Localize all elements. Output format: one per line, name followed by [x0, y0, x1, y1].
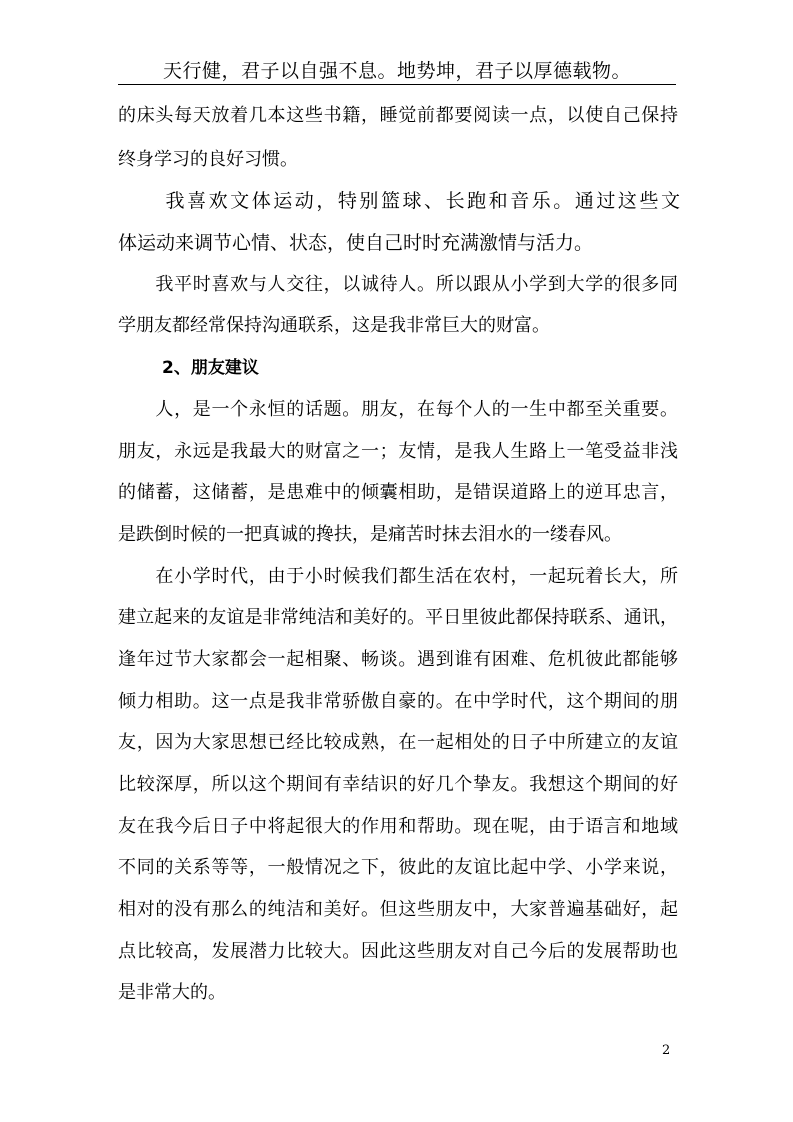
- body-line: 不同的关系等等，一般情况之下，彼此的友谊比起中学、小学来说，: [118, 857, 678, 878]
- body-line: 我平时喜欢与人交往，以诚待人。所以跟从小学到大学的很多同: [118, 274, 678, 295]
- body-line: 终身学习的良好习惯。: [118, 149, 298, 170]
- body-line: 是非常大的。: [118, 982, 226, 1003]
- body-line: 友在我今后日子中将起很大的作用和帮助。现在呢，由于语言和地域: [118, 816, 678, 837]
- body-line: 相对的没有那么的纯洁和美好。但这些朋友中，大家普遍基础好，起: [118, 899, 678, 920]
- body-line: 是跌倒时候的一把真诚的搀扶，是痛苦时抹去泪水的一缕春风。: [118, 524, 622, 545]
- body-line: 人，是一个永恒的话题。朋友，在每个人的一生中都至关重要。: [118, 399, 678, 420]
- body-line: 的储蓄，这储蓄，是患难中的倾囊相助，是错误道路上的逆耳忠言，: [118, 482, 678, 503]
- header-motto: 天行健，君子以自强不息。地势坤，君子以厚德载物。: [162, 60, 631, 82]
- section-heading: 2、朋友建议: [162, 358, 259, 378]
- body-line: 在小学时代，由于小时候我们都生活在农村，一起玩着长大，所: [118, 566, 678, 587]
- body-line: 点比较高，发展潜力比较大。因此这些朋友对自己今后的发展帮助也: [118, 941, 678, 962]
- page-header: [118, 58, 676, 85]
- body-line: 我喜欢文体运动，特别篮球、长跑和音乐。通过这些文: [144, 190, 680, 212]
- body-line: 比较深厚，所以这个期间有幸结识的好几个挚友。我想这个期间的好: [118, 774, 678, 795]
- body-line: 逢年过节大家都会一起相聚、畅谈。遇到谁有困难、危机彼此都能够: [118, 649, 678, 670]
- body-line: 倾力相助。这一点是我非常骄傲自豪的。在中学时代，这个期间的朋: [118, 691, 678, 712]
- body-line: 朋友，永远是我最大的财富之一；友情，是我人生路上一笔受益非浅: [118, 441, 678, 462]
- body-line: 体运动来调节心情、状态，使自己时时充满激情与活力。: [118, 232, 594, 254]
- body-line: 友，因为大家思想已经比较成熟，在一起相处的日子中所建立的友谊: [118, 732, 678, 753]
- body-line: 学朋友都经常保持沟通联系，这是我非常巨大的财富。: [118, 315, 550, 336]
- body-line: 建立起来的友谊是非常纯洁和美好的。平日里彼此都保持联系、通讯，: [118, 607, 678, 628]
- page-number: 2: [662, 1043, 671, 1058]
- body-line: 的床头每天放着几本这些书籍，睡觉前都要阅读一点，以使自己保持: [118, 105, 678, 126]
